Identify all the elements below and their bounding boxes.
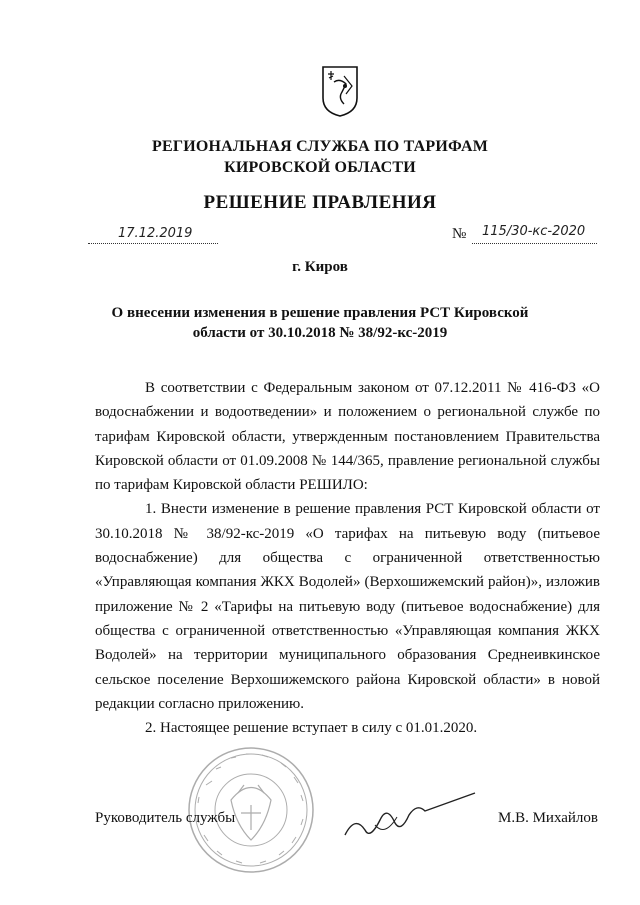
document-date: 17.12.2019 (118, 226, 193, 241)
document-number: 115/30-кс-2020 (482, 224, 586, 239)
date-underline (88, 243, 218, 244)
paragraph-item-1: 1. Внести изменение в решение правления РСТ Кировской области от 30.10.2018 № 38/92-кс-2019 «О тарифах на питьевую воду (питьевое водоснабжение) для общества с ограниченной ответственностью «Управляющая компания ЖКХ Водолей» (Верхошижемский район)», изложив приложение № 2 «Тарифы на питьевую воду (питьевое водоснабжение) для общества с ограниченной ответственностью «Управляющая компания ЖКХ Водолей» на территории муниципального образования Среднеивкинское сельское поселение Верхошижемского района Кировской области» в новой редакции согласно приложению. (95, 501, 600, 712)
coat-of-arms-icon (320, 64, 360, 118)
subject-line2: области от 30.10.2018 № 38/92-кс-2019 (192, 325, 448, 341)
number-underline (472, 243, 597, 244)
paragraph-item-2: 2. Настоящее решение вступает в силу с 01.01.2020. (145, 720, 478, 737)
number-label: № (452, 226, 467, 242)
paragraph-preamble: В соответствии с Федеральным законом от 07.12.2011 № 416-ФЗ «О водоснабжении и водоотведении» и положением о региональной службе по тарифам Кировской области, утвержденным постановлением Правительства Кировской области от 01.09.2008 № 144/365, правление региональной службы по тарифам Кировской области РЕШИЛО: (95, 380, 600, 494)
signer-name: М.В. Михайлов (497, 810, 598, 826)
document-body (95, 376, 600, 740)
city: г. Киров (292, 259, 348, 275)
subject-line1: О внесении изменения в решение правления РСТ Кировской (111, 305, 529, 321)
signer-role: Руководитель службы (95, 810, 236, 826)
org-name-line1: РЕГИОНАЛЬНАЯ СЛУЖБА ПО ТАРИФАМ (151, 138, 489, 155)
document-type-title: РЕШЕНИЕ ПРАВЛЕНИЯ (203, 192, 437, 213)
org-name-line2: КИРОВСКОЙ ОБЛАСТИ (224, 159, 416, 176)
handwritten-signature (335, 775, 485, 855)
